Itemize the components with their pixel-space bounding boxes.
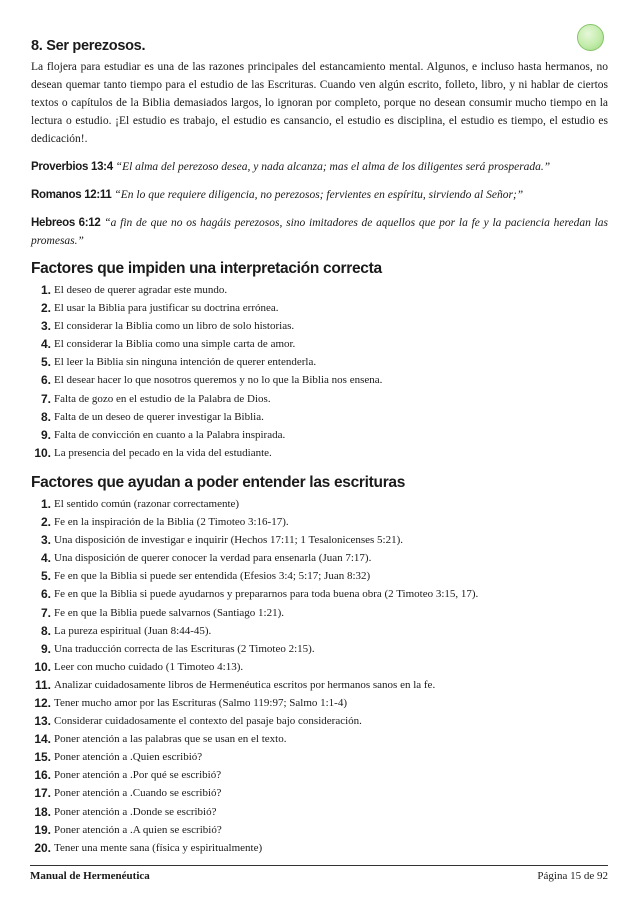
list-item-number: 16. bbox=[34, 768, 51, 783]
verse-text: “a fin de que no os hagáis perezosos, sino imitadores de aquellos que por la fe y la paciencia heredan las promesas.” bbox=[31, 217, 609, 247]
verse-hebreos bbox=[31, 214, 608, 250]
list-item-text: Poner atención a .Cuando se escribió? bbox=[54, 787, 222, 800]
list-item-text: La pureza espiritual (Juan 8:44-45). bbox=[54, 624, 212, 637]
verse-ref: Romanos 12:11 bbox=[31, 189, 112, 201]
list-item-number: 14. bbox=[34, 732, 51, 747]
page-content bbox=[31, 38, 608, 857]
list-item bbox=[31, 748, 608, 766]
list-item-text: Falta de un deseo de querer investigar la Biblia. bbox=[54, 410, 264, 423]
list-item-text: Fe en la inspiración de la Biblia (2 Timoteo 3:16-17). bbox=[54, 516, 289, 529]
list-item-text: Poner atención a .Quien escribió? bbox=[54, 751, 203, 764]
list-item-number: 13. bbox=[34, 714, 51, 729]
list-item-text: El sentido común (razonar correctamente) bbox=[54, 497, 240, 510]
list-item-text: Falta de convicción en cuanto a la Palabra inspirada. bbox=[54, 428, 286, 441]
list-item-number: 12. bbox=[34, 695, 51, 710]
list-item-number: 3. bbox=[40, 319, 51, 334]
list-item-text: El desear hacer lo que nosotros queremos y no lo que la Biblia nos ensena. bbox=[54, 374, 383, 387]
list-item bbox=[31, 766, 608, 784]
list-item-text: Poner atención a .Donde se escribió? bbox=[54, 805, 217, 818]
list-item-text: Considerar cuidadosamente el contexto del pasaje bajo consideración. bbox=[54, 715, 362, 728]
list-item-number: 6. bbox=[40, 373, 51, 388]
list-item bbox=[31, 444, 608, 462]
verse-proverbios bbox=[31, 158, 608, 176]
list-item-number: 1. bbox=[40, 496, 51, 511]
list-item-number: 10. bbox=[34, 659, 51, 674]
list-item-text: El deseo de querer agradar este mundo. bbox=[54, 284, 228, 296]
list-item-number: 17. bbox=[34, 786, 51, 801]
list-item-number: 2. bbox=[40, 301, 51, 316]
list-item-text: El leer la Biblia sin ninguna intención de querer entenderla. bbox=[54, 356, 317, 369]
list-item-text: Una disposición de querer conocer la verdad para ensenarla (Juan 7:17). bbox=[54, 552, 372, 565]
list-item-number: 10. bbox=[34, 445, 51, 460]
list-item-number: 8. bbox=[40, 409, 51, 424]
list-item bbox=[31, 676, 608, 694]
list-item bbox=[31, 803, 608, 821]
list-item bbox=[31, 317, 608, 335]
list-item bbox=[31, 567, 608, 585]
list-item-number: 7. bbox=[40, 391, 51, 406]
verse-text: “En lo que requiere diligencia, no perezosos; fervientes en espíritu, sirviendo al Señor;” bbox=[114, 189, 524, 201]
list-item-text: Tener una mente sana (física y espiritualmente) bbox=[54, 841, 263, 854]
list-item-number: 1. bbox=[40, 283, 51, 297]
section-paragraph: La flojera para estudiar es una de las razones principales del estancamiento mental. Algunos, e incluso hasta hermanos, no desean quemar tanto tiempo para el estudio de las Escrituras. Cuando ven algún escrito, folleto, libro, y ni hablar de ciertos textos o capítulos de la Biblia demasiados largos, lo ignoran por completo, porque no desean consumir mucho tiempo en la lectura o estudio. ¡El estudio es trabajo, el estudio es cansancio, el estudio es disciplina, el estudio es tiempo, el estudio es dedicación!. bbox=[31, 61, 608, 145]
list-item-number: 18. bbox=[34, 804, 51, 819]
impiden-list bbox=[31, 281, 608, 462]
list-item-number: 7. bbox=[40, 605, 51, 620]
list-item-text: Una disposición de investigar e inquirir (Hechos 17:11; 1 Tesalonicenses 5:21). bbox=[54, 534, 404, 547]
list-item bbox=[31, 299, 608, 317]
list-item-number: 3. bbox=[40, 533, 51, 548]
list-item bbox=[31, 281, 608, 299]
list-item-number: 5. bbox=[40, 569, 51, 584]
list-item-text: Poner atención a las palabras que se usan en el texto. bbox=[54, 733, 287, 746]
section-title: 8. Ser perezosos. bbox=[31, 38, 146, 54]
list-item-text: Fe en que la Biblia puede salvarnos (Santiago 1:21). bbox=[54, 606, 285, 619]
verse-romanos bbox=[31, 186, 608, 204]
footer-title: Manual de Hermenéutica bbox=[30, 870, 150, 882]
list-item bbox=[31, 353, 608, 371]
list-item-text: El usar la Biblia para justificar su doctrina errónea. bbox=[54, 302, 279, 315]
impiden-heading: Factores que impiden una interpretación correcta bbox=[31, 260, 382, 277]
list-item-text: Tener mucho amor por las Escrituras (Salmo 119:97; Salmo 1:1-4) bbox=[54, 696, 348, 709]
list-item-number: 19. bbox=[34, 822, 51, 837]
list-item-number: 8. bbox=[40, 623, 51, 638]
list-item-text: El considerar la Biblia como un libro de solo historias. bbox=[54, 320, 295, 333]
ayudan-heading: Factores que ayudan a poder entender las escrituras bbox=[31, 473, 406, 491]
list-item bbox=[31, 604, 608, 622]
list-item bbox=[31, 640, 608, 658]
list-item-number: 5. bbox=[40, 355, 51, 370]
list-item-number: 11. bbox=[34, 677, 51, 692]
list-item-number: 9. bbox=[40, 427, 51, 442]
list-item-text: Falta de gozo en el estudio de la Palabra de Dios. bbox=[54, 392, 271, 405]
list-item-number: 6. bbox=[40, 587, 51, 602]
list-item bbox=[31, 549, 608, 567]
list-item-number: 4. bbox=[40, 551, 51, 566]
page-footer bbox=[30, 865, 608, 882]
list-item bbox=[31, 712, 608, 730]
list-item-number: 4. bbox=[40, 337, 51, 352]
list-item bbox=[31, 390, 608, 408]
list-item-text: Una traducción correcta de las Escrituras (2 Timoteo 2:15). bbox=[54, 642, 315, 655]
list-item-text: El considerar la Biblia como una simple carta de amor. bbox=[54, 338, 296, 351]
list-item-text: Poner atención a .Por qué se escribió? bbox=[54, 769, 222, 782]
list-item bbox=[31, 371, 608, 389]
list-item-text: Analizar cuidadosamente libros de Hermenéutica escritos por hermanos sanos en la fe. bbox=[54, 678, 436, 691]
list-item bbox=[31, 426, 608, 444]
list-item bbox=[31, 784, 608, 802]
list-item-text: Leer con mucho cuidado (1 Timoteo 4:13). bbox=[54, 660, 244, 673]
list-item bbox=[31, 513, 608, 531]
footer-page-number: Página 15 de 92 bbox=[537, 870, 608, 882]
list-item-text: Fe en que la Biblia si puede ayudarnos y prepararnos para toda buena obra (2 Timoteo 3:15, 17). bbox=[54, 588, 479, 601]
list-item bbox=[31, 585, 608, 603]
list-item bbox=[31, 408, 608, 426]
list-item bbox=[31, 335, 608, 353]
list-item-number: 9. bbox=[40, 641, 51, 656]
list-item bbox=[31, 622, 608, 640]
verse-ref: Hebreos 6:12 bbox=[31, 217, 101, 229]
list-item-number: 2. bbox=[40, 515, 51, 530]
list-item-number: 20. bbox=[34, 840, 51, 855]
list-item-text: La presencia del pecado en la vida del estudiante. bbox=[54, 446, 272, 459]
ayudan-list bbox=[31, 495, 608, 857]
list-item-number: 15. bbox=[34, 750, 51, 765]
verse-text: “El alma del perezoso desea, y nada alcanza; mas el alma de los diligentes será prosperada.” bbox=[115, 161, 551, 173]
list-item-text: Fe en que la Biblia si puede ser entendida (Efesios 3:4; 5:17; Juan 8:32) bbox=[54, 570, 371, 583]
list-item bbox=[31, 658, 608, 676]
list-item bbox=[31, 694, 608, 712]
list-item bbox=[31, 495, 608, 513]
list-item bbox=[31, 839, 608, 857]
list-item bbox=[31, 531, 608, 549]
list-item-text: Poner atención a .A quien se escribió? bbox=[54, 823, 222, 836]
verse-ref: Proverbios 13:4 bbox=[31, 161, 113, 173]
list-item bbox=[31, 730, 608, 748]
list-item bbox=[31, 821, 608, 839]
